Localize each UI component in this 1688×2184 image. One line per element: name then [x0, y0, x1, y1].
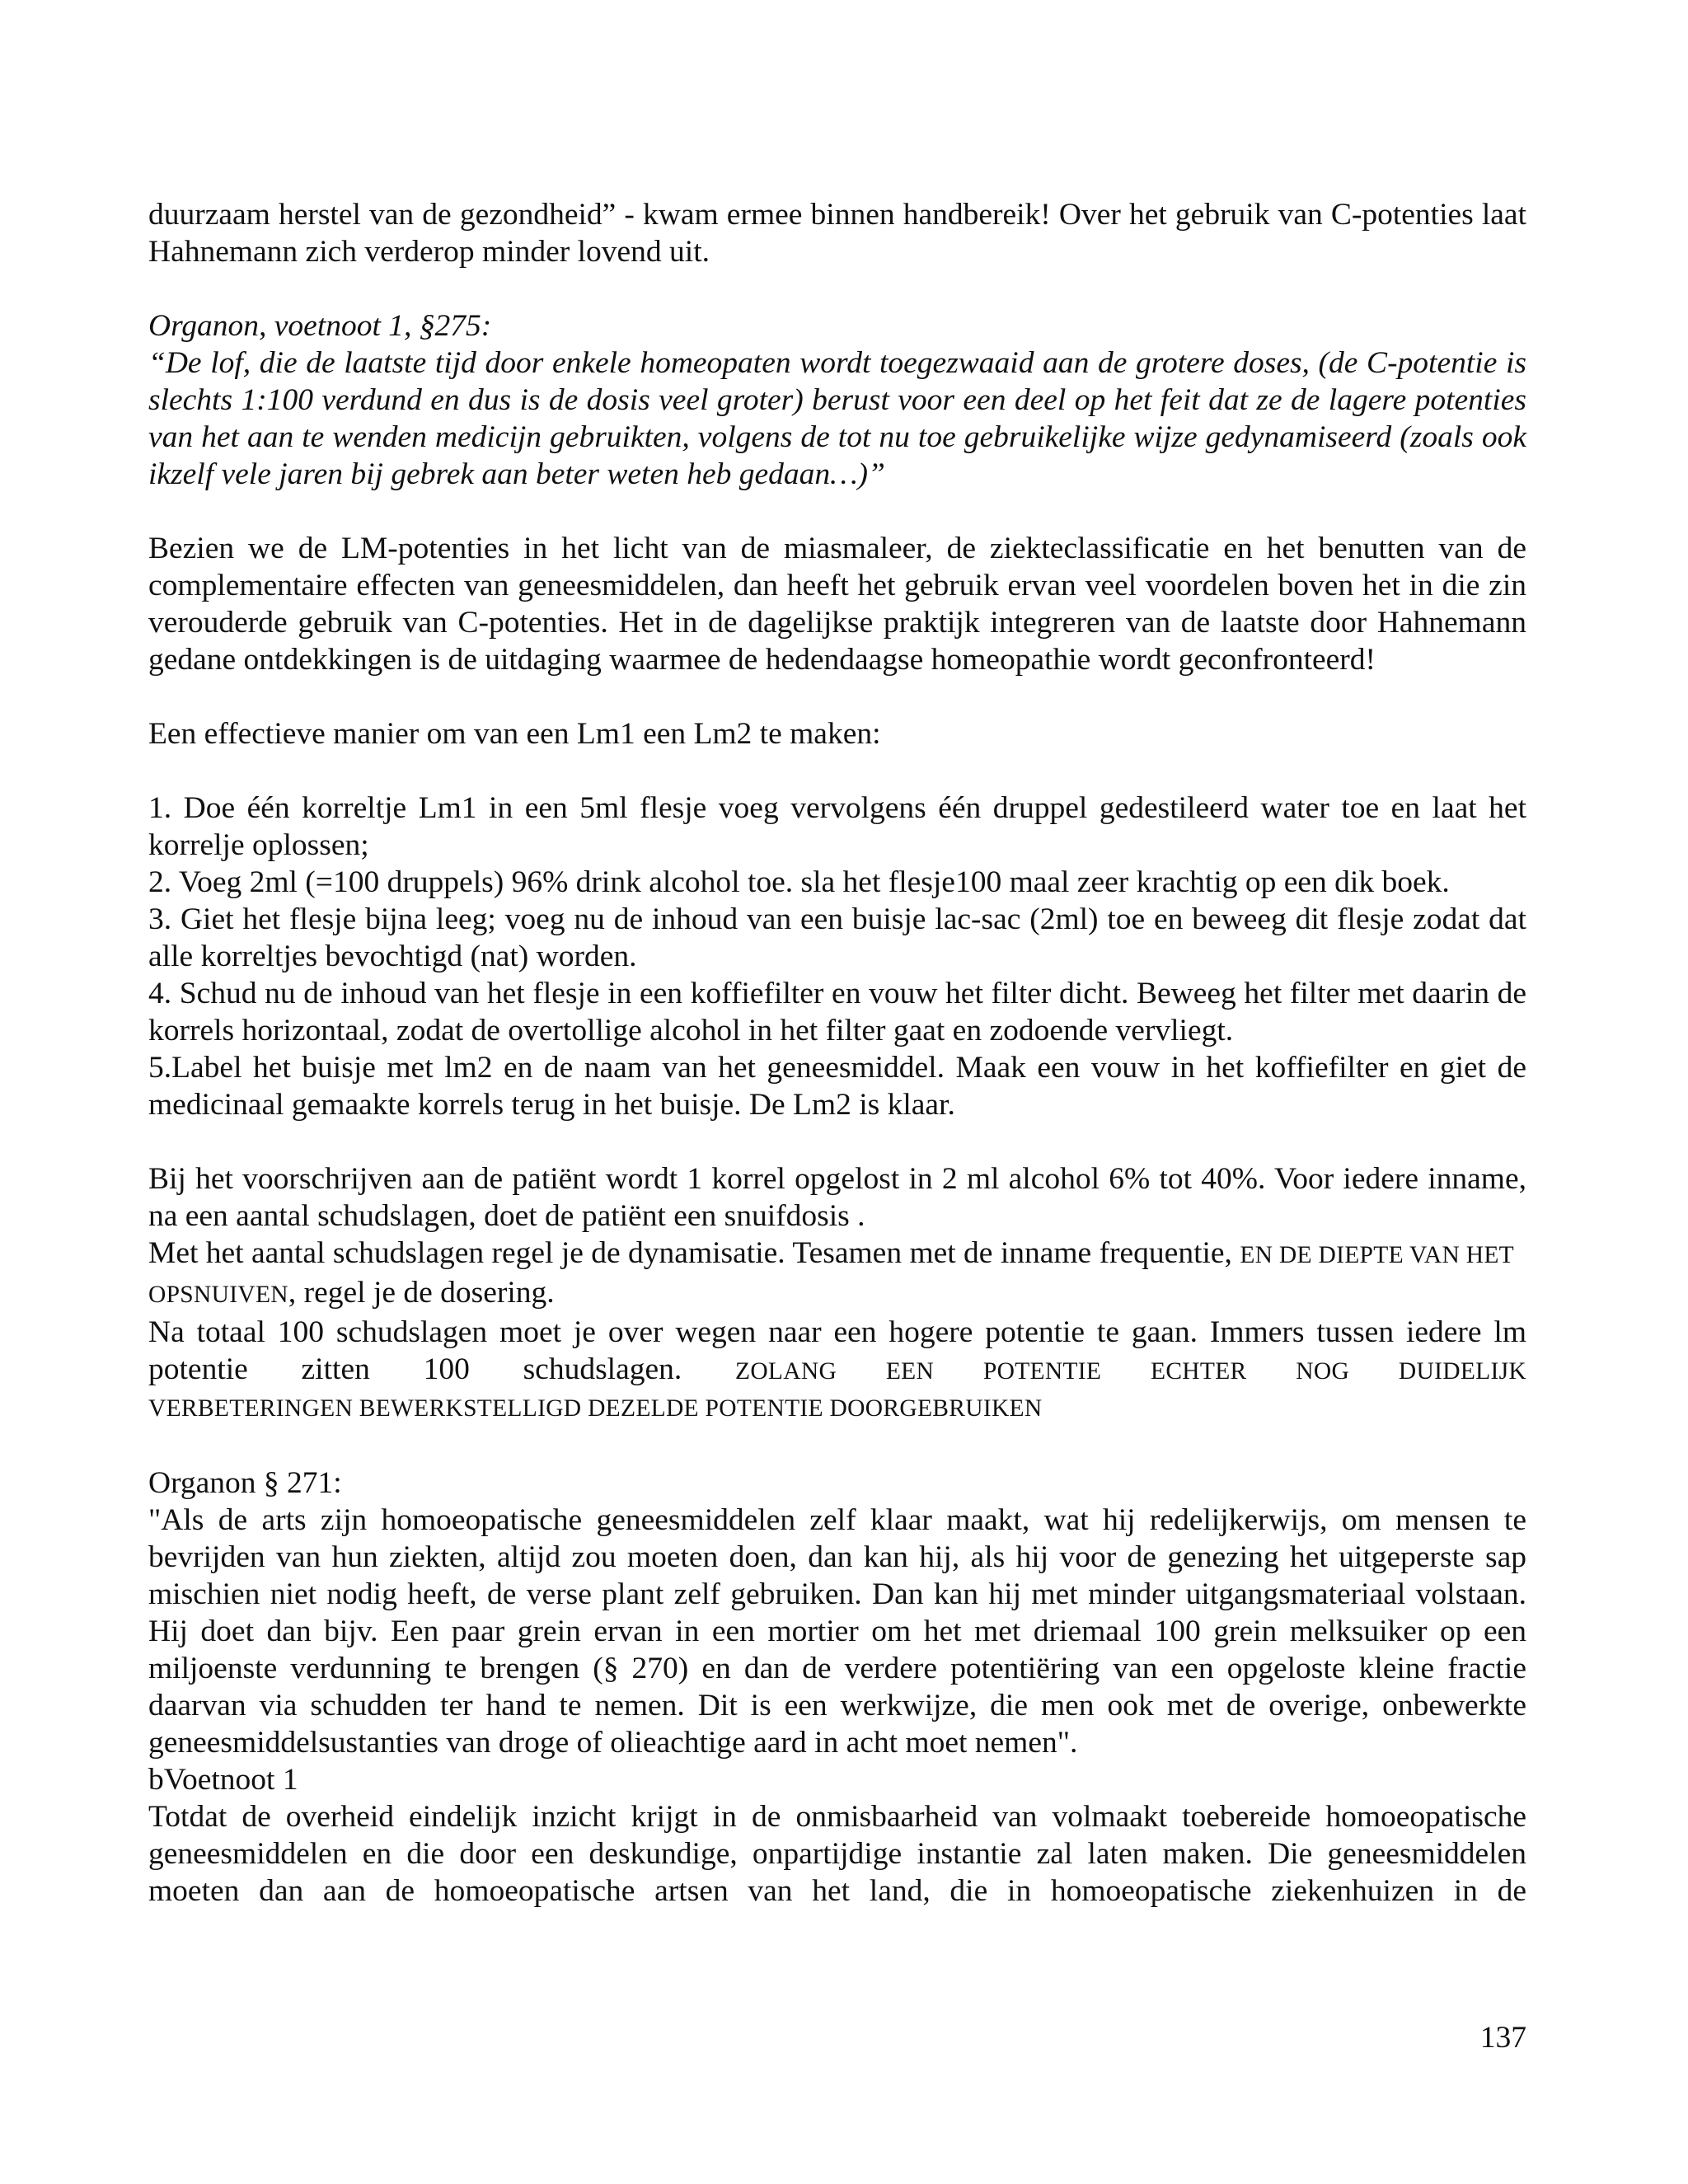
page-number: 137	[1479, 2021, 1526, 2055]
dosing-text: Met het aantal schudslagen regel je de dynamisatie. Tesamen met de inname frequentie,	[148, 1236, 1240, 1270]
page-body	[148, 196, 1526, 1910]
quote-text-275: “De lof, die de laatste tijd door enkele homeopaten wordt toegezwaaid aan de grotere doses, (de C-potentie is slechts 1:100 verdund en dus is de dosis veel groter) berust voor een deel op het feit dat ze de lagere potenties van het aan te wenden medicijn gebruikten, volgens de tot nu toe gebruikelijke wijze gedynamiseerd (zoals ook ikzelf vele jaren bij gebrek aan beter weten heb gedaan…)”	[148, 346, 1526, 491]
method-heading: Een effectieve manier om van een Lm1 een Lm2 te maken:	[148, 717, 881, 751]
dosing-paragraph	[148, 1235, 1526, 1314]
potency-caps-note-continued: VERBETERINGEN BEWERKSTELLIGD DEZELDE POTENTIE DOORGEBRUIKEN	[148, 1395, 1043, 1422]
prescribing-paragraph: Bij het voorschrijven aan de patiënt wordt 1 korrel opgelost in 2 ml alcohol 6% tot 40%. Voor iedere inname, na een aantal schudslagen, doet de patiënt een snuifdosis .	[148, 1162, 1526, 1233]
quote-source-271: Organon § 271:	[148, 1466, 342, 1500]
spacer	[148, 1427, 1526, 1465]
quote-source-275: Organon, voetnoot 1, §275:	[148, 309, 492, 343]
lm-potency-paragraph: Bezien we de LM-potenties in het licht van de miasmaleer, de ziekteclassificatie en het benutten van de complementaire effecten van geneesmiddelen, dan heeft het gebruik ervan veel voordelen boven het in die zin verouderde gebruik van C-potenties. Het in de dagelijkse praktijk integreren van de laatste door Hahnemann gedane ontdekkingen is de uitdaging waarmee de hedendaagse homeopathie wordt geconfronteerd!	[148, 532, 1526, 677]
dosing-caps-note: EN DE DIEPTE VAN HET OPSNUIVEN	[148, 1242, 1514, 1308]
method-step: 3. Giet het flesje bijna leeg; voeg nu de inhoud van een buisje lac-sac (2ml) toe en beweeg dit flesje zodat dat alle korreltjes bevochtigd (nat) worden.	[148, 902, 1526, 973]
dosing-text-end: , regel je de dosering.	[288, 1276, 555, 1310]
spacer	[148, 1123, 1526, 1160]
spacer	[148, 493, 1526, 530]
footnote-text: Totdat de overheid eindelijk inzicht krijgt in de onmisbaarheid van volmaakt toebereide homoeopatische geneesmiddelen en die door een deskundige, onpartijdige instantie zal laten maken. Die geneesmiddelen moeten dan aan de homoeopatische artsen van het land, die in homoeopatische ziekenhuizen in de	[148, 1800, 1526, 1908]
method-step: 5.Label het buisje met lm2 en de naam van het geneesmiddel. Maak een vouw in het koffiefilter en giet de medicinaal gemaakte korrels terug in het buisje. De Lm2 is klaar.	[148, 1051, 1526, 1122]
spacer	[148, 678, 1526, 715]
footnote-label: bVoetnoot 1	[148, 1763, 298, 1797]
quote-text-271: "Als de arts zijn homoeopatische geneesmiddelen zelf klaar maakt, wat hij redelijkerwijs, om mensen te bevrijden van hun ziekten, altijd zou moeten doen, dan kan hij, als hij voor de genezing het uitgeperste sap mischien niet nodig heeft, de verse plant zelf gebruiken. Dan kan hij met minder uitgangsmateriaal volstaan. Hij doet dan bijv. Een paar grein ervan in een mortier om het met driemaal 100 grein melksuiker op een miljoenste verdunning te brengen (§ 270) en dan de verdere potentiëring van een opgeloste kleine fractie daarvan via schudden ter hand te nemen. Dit is een werkwijze, die men ook met de overige, onbewerkte geneesmiddelsustanties van droge of olieachtige aard in acht moet nemen".	[148, 1503, 1526, 1760]
method-steps-list	[148, 790, 1526, 1123]
method-step: 2. Voeg 2ml (=100 druppels) 96% drink alcohol toe. sla het flesje100 maal zeer krachtig op een dik boek.	[148, 865, 1450, 899]
method-step: 4. Schud nu de inhoud van het flesje in een koffiefilter en vouw het filter dicht. Beweeg het filter met daarin de korrels horizontaal, zodat de overtollige alcohol in het filter gaat en zodoende vervliegt.	[148, 977, 1526, 1047]
potency-switch-text: Na totaal 100 schudslagen moet je over wegen naar een hogere potentie te gaan. Immers tussen iedere lm potentie zitten 100 schudslagen.	[148, 1315, 1526, 1386]
method-step: 1. Doe één korreltje Lm1 in een 5ml flesje voeg vervolgens één druppel gedestileerd water toe en laat het korrelje oplossen;	[148, 791, 1526, 862]
intro-paragraph: duurzaam herstel van de gezondheid” - kwam ermee binnen handbereik! Over het gebruik van C-potenties laat Hahnemann zich verderop minder lovend uit.	[148, 198, 1526, 269]
spacer	[148, 270, 1526, 307]
potency-caps-note: ZOLANG EEN POTENTIE ECHTER NOG DUIDELIJK	[735, 1358, 1526, 1385]
spacer	[148, 752, 1526, 790]
potency-switch-paragraph	[148, 1314, 1526, 1390]
